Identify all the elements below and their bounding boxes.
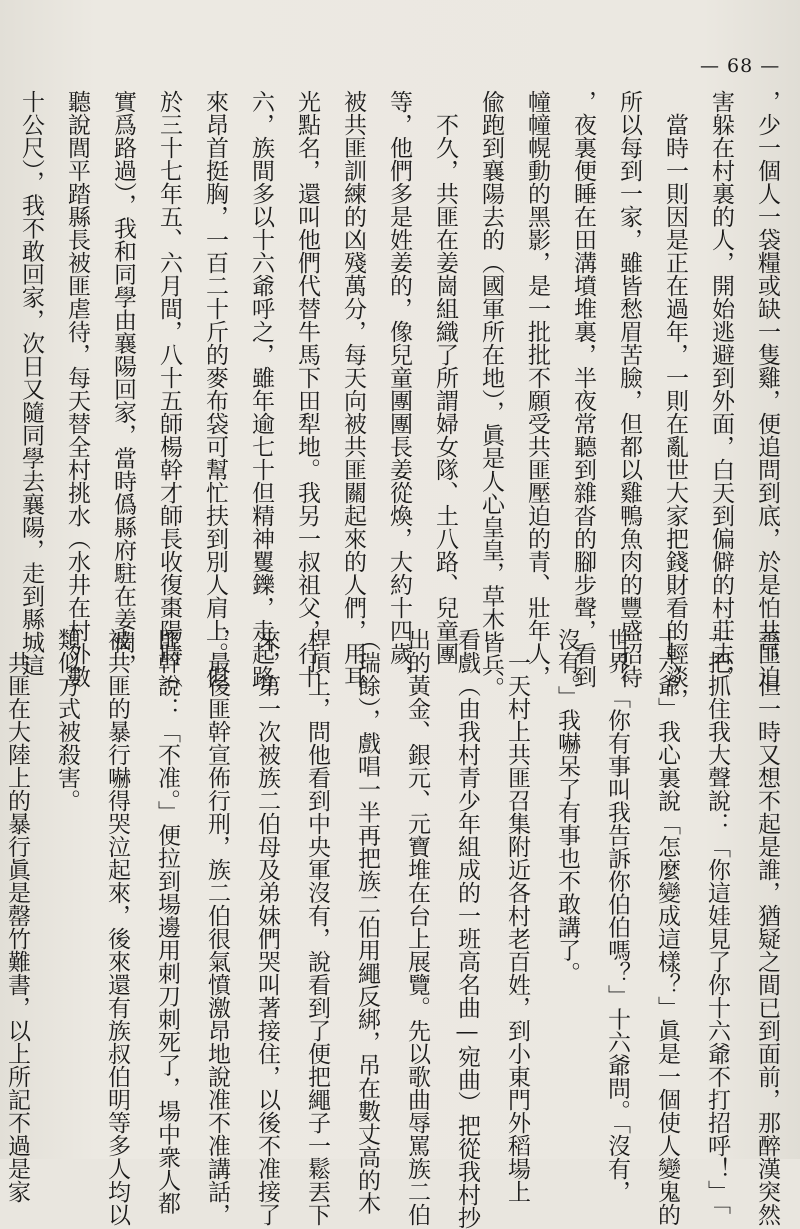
- text-column: 沒有。」我嚇呆了有事也不敢講了。: [554, 628, 580, 985]
- text-column: 看戲（由我村青少年組成的一班高名曲—宛曲）把從我村抄: [454, 628, 480, 1229]
- text-column: 十六爺」我心裏說「怎麼變成這樣？」眞是一個使人變鬼的: [654, 628, 680, 1226]
- text-column: 於三十七年五、六月間，八十五師楊幹才師長收復棗陽時（: [156, 90, 182, 688]
- text-column: 等，他們多是姓姜的，像兒童團團長姜從煥，大約十四歲，: [386, 90, 412, 688]
- text-column: 善，但一時又想不起是誰，猶疑之間已到面前，那醉漢突然: [754, 628, 780, 1226]
- text-column: 六，族間多以十六爺呼之，雖年逾七十但精神矍鑠，走起路: [248, 90, 274, 688]
- text-column: 被共匪訓練的凶殘萬分，每天向被共匪關起來的人們，用耳: [340, 90, 366, 688]
- text-column: 聽說閭平踏縣長被匪虐待，每天替全村挑水（水井在村外數: [64, 90, 90, 688]
- text-column: 實爲路過），我和同學由襄陽回家，當時僞縣府駐在姜崗，: [110, 90, 136, 677]
- text-column: 出的黃金、銀元、元寶堆在台上展覽。先以歌曲辱罵族二伯: [404, 628, 430, 1226]
- text-column: 一天村上共匪召集附近各村老百姓，到小東門外稻場上: [504, 628, 530, 1203]
- text-column: 共匪在大陸上的暴行眞是罄竹難書，以上所記不過是家: [4, 628, 30, 1203]
- text-column: 幢幢幌動的黑影，是一批批不願受共匪壓迫的青、壯年人，: [524, 90, 550, 688]
- page-number: — 68 —: [700, 55, 781, 77]
- text-column: ，最後匪幹宣佈行刑，族二伯很氣憤激昂地說准不准講話，: [204, 628, 230, 1226]
- text-column: 當時一則因是正在過年，一則在亂世大家把錢財看的輕淡，: [662, 90, 688, 711]
- text-column: 不久，共匪在姜崗組織了所謂婦女隊、土八路、兒童團: [432, 90, 458, 665]
- text-column: 匪幹說：「不准。」便拉到場邊用刺刀刺死了，場中衆人都: [154, 628, 180, 1215]
- text-column: （瑞餘），戲唱一半再把族二伯用繩反綁，吊在數丈高的木: [354, 628, 380, 1215]
- text-column: ，夜裏便睡在田溝墳堆裏，半夜常聽到雜沓的腳步聲，看到: [570, 90, 596, 688]
- text-column: 偸跑到襄陽去的（國軍所在地），眞是人心皇皇，草木皆兵。: [478, 90, 504, 700]
- top-text-block: [18, 90, 785, 711]
- text-column: 光點名，還叫他們代替牛馬下田犁地。我另一叔祖父，行十: [294, 90, 320, 688]
- text-column: 十公尺），我不敢回家，次日又隨同學去襄陽，走到縣城這: [18, 90, 44, 677]
- text-column: 被共匪的暴行嚇得哭泣起來，後來還有族叔伯明等多人均以: [104, 628, 130, 1226]
- bottom-text-block: [4, 628, 785, 1229]
- text-column: 類似方式被殺害。: [54, 628, 80, 812]
- text-column: [0, 90, 3, 610]
- text-column: 所以每到一家，雖皆愁眉苦臉，但都以雞鴨魚肉的豐盛招待: [616, 90, 642, 688]
- text-column: 世界。「你有事叫我告訴你伯伯嗎？」十六爺問。「沒有，: [604, 628, 630, 1203]
- text-column: 來昂首挺胸，一百二十斤的麥布袋可幫忙扶到別人肩上。但: [202, 90, 228, 688]
- text-column: 一把抓住我大聲說：「你這娃見了你十六爺不打招呼！」「: [704, 628, 730, 1215]
- text-column: 來，第一次被族二伯母及弟妹們哭叫著接住，以後不准接了: [254, 628, 280, 1226]
- text-column: 桿頂上，問他看到中央軍沒有，說看到了便把繩子一鬆丟下: [304, 628, 330, 1226]
- text-column: ，少一個人一袋糧或缺一隻雞，便追問到底，於是怕共匪迫: [754, 90, 780, 688]
- text-column: 害躲在村裏的人，開始逃避到外面，白天到偏僻的村莊去，: [708, 90, 734, 688]
